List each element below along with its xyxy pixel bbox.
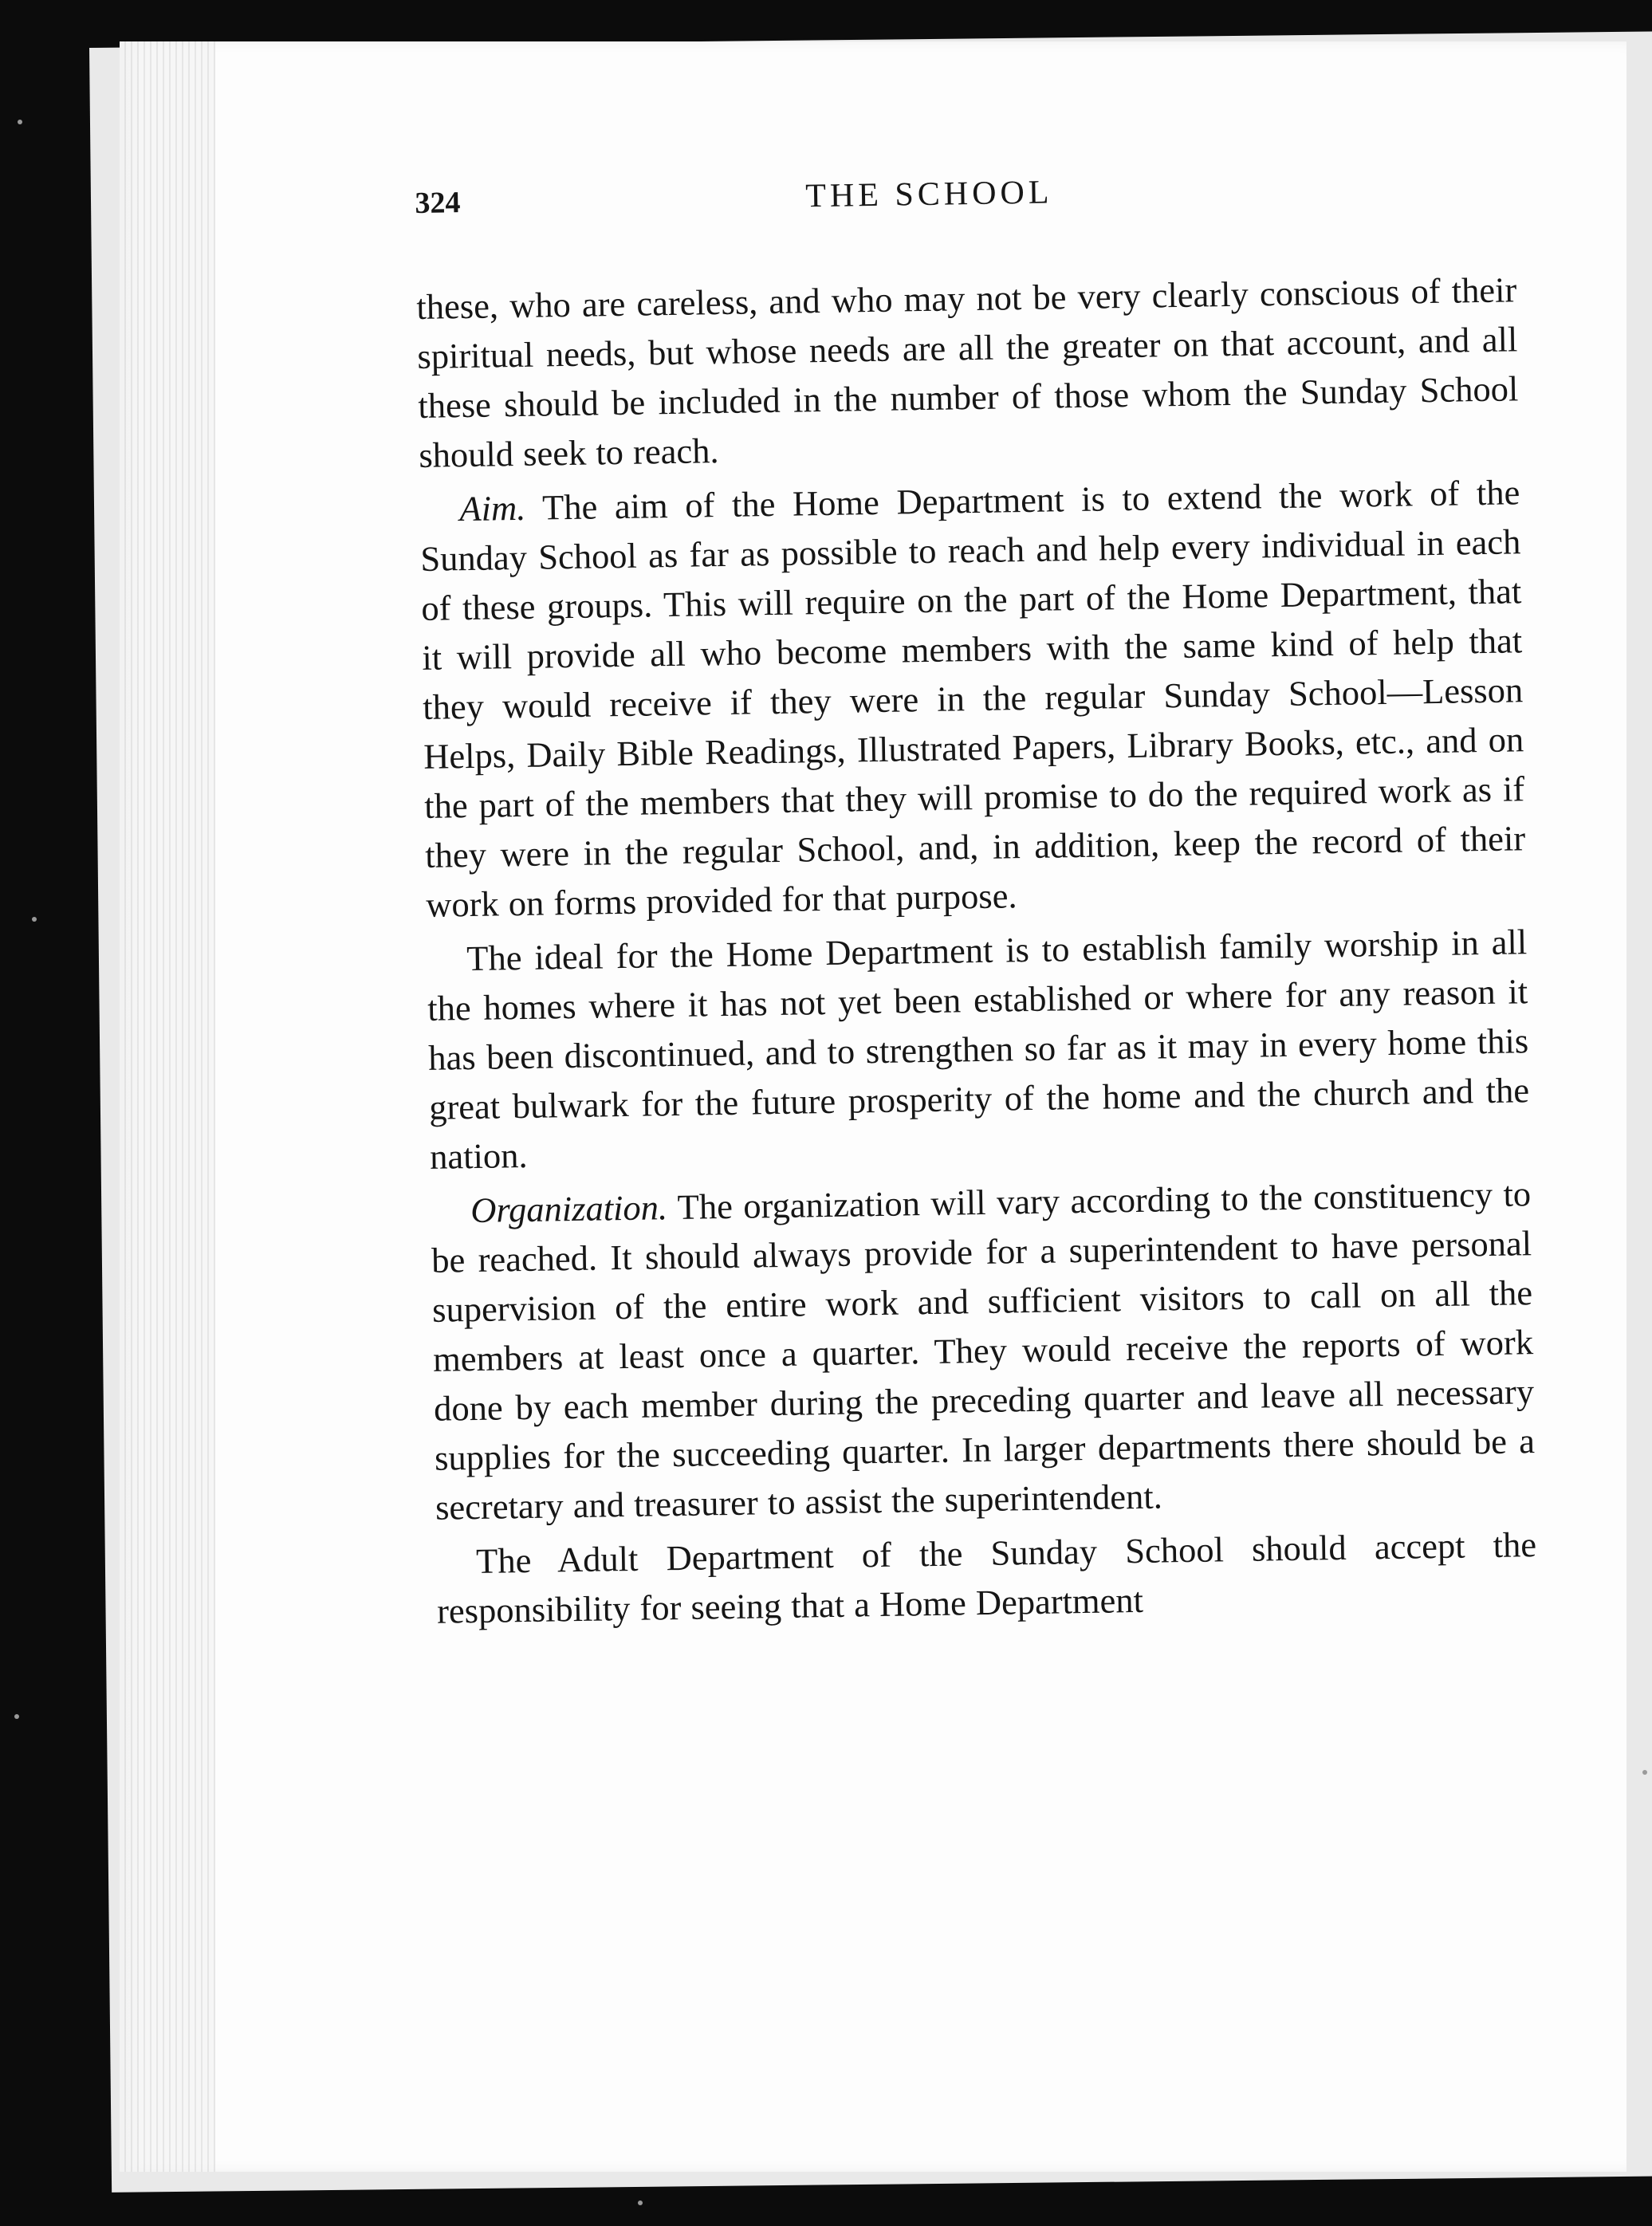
scan-speck (32, 917, 37, 922)
paragraph-text: The ideal for the Home Department is to establish family worship in all the homes where it has not yet been established or where for any reason it has been discontinued, and to strengthen so far as it may in every home this great bulwark for the future prosperity of the home and the church and the nation. (427, 922, 1530, 1177)
running-head: THE SCHOOL (804, 174, 1053, 215)
paragraph (436, 1520, 1538, 1636)
paragraph (419, 467, 1527, 930)
page-text (415, 166, 1537, 1635)
scan-speck (14, 1714, 19, 1719)
page-stack-edge (120, 41, 215, 2172)
scan-speck (638, 2200, 643, 2205)
paragraph-heading: Organization. (470, 1187, 668, 1231)
paragraph-text: The aim of the Home Department is to extend the work of the Sunday School as far as possible to reach and help every individual in each of these groups. This will require on the part of the Home Department, that it will provide all who become members with the same kind of help that they would receive if they were in the regular Sunday School—Lesson Helps, Daily Bible Readings, Illustrated Papers, Library Books, etc., and on the part of the members that they will promise to do the required work as if they were in the regular School, and, in addition, keep the record of their work on forms provided for that purpose. (420, 472, 1526, 925)
scan-speck (1642, 1770, 1647, 1775)
paragraph-text: The Adult Department of the Sunday School should accept the responsibility for seeing that a Home Department (436, 1524, 1537, 1631)
paragraph (416, 265, 1520, 480)
paragraph (427, 917, 1531, 1182)
page-number: 324 (415, 186, 461, 220)
paragraph-heading: Aim. (459, 487, 526, 529)
scan-speck (18, 120, 22, 124)
paragraph-text: The organization will vary according to the constituency to be reached. It should always provide for a superintendent to have personal supervision of the entire work and sufficient visitors to call on all the members at least once a quarter. They would receive the reports of work done by each member during the preceding quarter and leave all necessary supplies for the succeeding quarter. In larger departments there should be a secretary and treasurer to assist the superintendent. (431, 1174, 1536, 1528)
paragraph (431, 1169, 1536, 1532)
paragraph-text: these, who are careless, and who may not be very clearly conscious of their spiritual needs, but whose needs are all the greater on that account, and all these should be included in the number of those whom the Sunday School should seek to reach. (416, 269, 1519, 475)
